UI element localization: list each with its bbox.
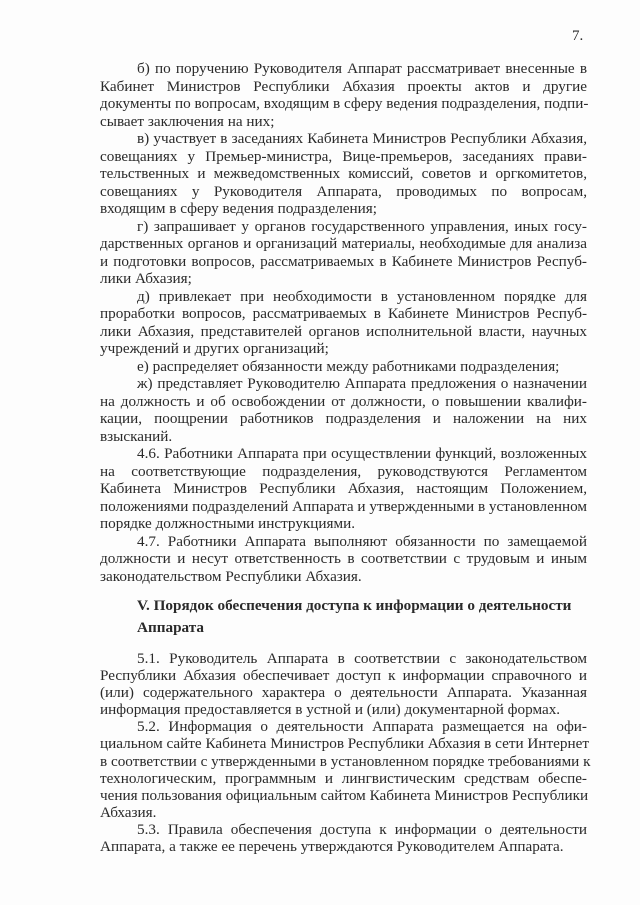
text-line: 4.7. Работники Аппарата выполняют обязанности по замещаемой — [137, 532, 587, 550]
text-line: совещаниях у Руководителя Аппарата, проводимых по вопросам, — [100, 182, 587, 200]
document-body — [100, 60, 591, 856]
text-line: порядке должностными инструкциями. — [100, 515, 356, 532]
paragraph — [100, 821, 587, 855]
paragraph — [100, 533, 587, 586]
text-line: (или) содержательного характера о деятельности Аппарата. Указанная — [100, 684, 587, 702]
text-line: Республики Абхазия обеспечивает доступ к информации справочного и — [100, 667, 587, 685]
text-line: д) привлекает при необходимости в установленном порядке для — [137, 287, 587, 305]
text-line: взысканий. — [100, 427, 173, 445]
text-line: в) участвует в заседаниях Кабинета Министров Республики Абхазия, — [137, 130, 587, 147]
paragraph — [100, 288, 587, 358]
text-line: совещаниях у Премьер-министра, Вице-премьеров, заседаниях прави- — [100, 147, 587, 165]
text-line: в соответствии с утвержденными в установленном порядке требованиями к — [100, 752, 591, 770]
text-line: б) по поручению Руководителя Аппарат рассматривает внесенные в — [137, 60, 587, 77]
text-line: и подготовки вопросов, рассматриваемых в Кабинете Министров Респуб- — [100, 252, 587, 270]
paragraph — [100, 358, 587, 376]
paragraph — [100, 650, 587, 718]
text-line: Аппарата, а также ее перечень утверждаются Руководителем Аппарата. — [100, 838, 564, 856]
section-iv-continuation — [100, 60, 587, 585]
text-line: проработки вопросов, рассматриваемых в Кабинете Министров Респуб- — [100, 305, 587, 322]
section-heading-line: V. Порядок обеспечения доступа к информации о деятельности — [137, 597, 572, 614]
text-line: чения пользования официальным сайтом Кабинета Министров Республики — [100, 786, 589, 804]
text-line: информация предоставляется в устной и (или) документарной формах. — [100, 701, 561, 719]
text-line: законодательством Республики Абхазия. — [100, 567, 362, 585]
text-line: на соответствующие подразделения, руководствуются Регламентом — [100, 462, 587, 480]
text-line: Абхазия. — [100, 803, 157, 821]
section-heading — [100, 595, 587, 639]
text-line: ж) представляет Руководителю Аппарата предложения о назначении — [137, 375, 587, 392]
text-line: дарственных органов и организаций материалы, необходимые для анализа — [100, 235, 587, 252]
text-line: на должность и об освобождении от должности, о повышении квалифи- — [100, 392, 587, 410]
text-line: циальном сайте Кабинета Министров Республики Абхазия в сети Интернет — [100, 735, 589, 753]
section-heading-line: Аппарата — [137, 619, 204, 636]
text-line: 5.3. Правила обеспечения доступа к информации о деятельности — [137, 820, 587, 838]
text-line: лики Абхазия; — [100, 270, 192, 287]
section-v-body — [100, 650, 591, 856]
text-line: лики Абхазия, представителей органов исполнительной власти, научных — [100, 322, 587, 340]
text-line: 5.1. Руководитель Аппарата в соответствии с законодательством — [137, 650, 587, 667]
text-line: положениями подразделений Аппарата и утвержденными в установленном — [100, 497, 588, 515]
paragraph — [100, 130, 587, 218]
text-line: технологическим, программным и лингвистическим средствам обеспе- — [100, 769, 587, 787]
text-line: 4.6. Работники Аппарата при осуществлении функций, возложенных — [137, 445, 587, 462]
paragraph — [100, 60, 587, 130]
page-number: 7. — [572, 28, 584, 44]
paragraph — [100, 445, 587, 533]
paragraph — [100, 218, 587, 288]
paragraph — [100, 718, 591, 821]
text-line: кации, поощрении работников подразделения и наложении на них — [100, 410, 587, 427]
text-line: тельственных и межведомственных комиссий, советов и оргкомитетов, — [100, 165, 587, 182]
text-line: 5.2. Информация о деятельности Аппарата размещается на офи- — [137, 718, 587, 736]
text-line: документы по вопросам, входящим в сферу ведения подразделения, подпи- — [100, 95, 589, 112]
paragraph — [100, 375, 587, 445]
text-line: г) запрашивает у органов государственного управления, иных госу- — [137, 217, 587, 235]
text-line: Кабинет Министров Республики Абхазия проекты актов и другие — [100, 77, 587, 95]
text-line: сывает заключения на них; — [100, 112, 275, 130]
text-line: Кабинета Министров Республики Абхазия, настоящим Положением, — [100, 480, 587, 497]
text-line: входящим в сферу ведения подразделения; — [100, 200, 377, 217]
text-line: учреждений и других организаций; — [100, 340, 329, 357]
text-line: е) распределяет обязанности между работниками подразделения; — [137, 357, 560, 375]
text-line: должности и несут ответственность в соответствии с трудовым и иным — [100, 550, 587, 567]
